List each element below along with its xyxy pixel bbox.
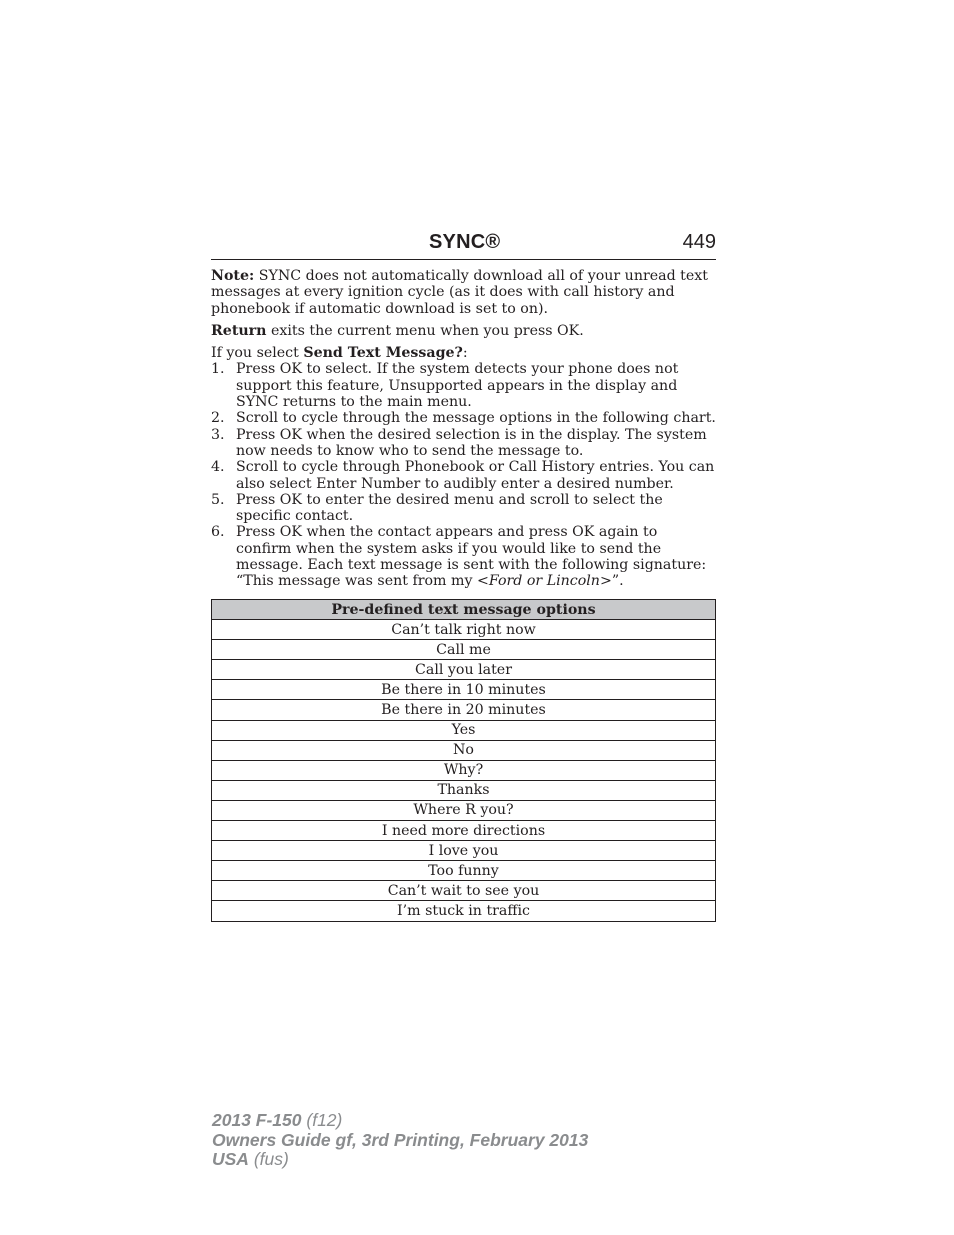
- step-text-after: ”.: [611, 573, 624, 590]
- table-cell: Can’t talk right now: [212, 620, 716, 640]
- footer-market-code: (fus): [248, 1149, 289, 1170]
- message-options-table: [211, 599, 716, 922]
- table-cell: Be there in 10 minutes: [212, 680, 716, 700]
- footer-line-model: [212, 1111, 588, 1131]
- step-number: 6.: [211, 524, 225, 541]
- step-text: Scroll to cycle through Phonebook or Call History entries. You can also select Enter Number to audibly enter a desired number.: [236, 459, 715, 492]
- return-paragraph: [211, 323, 716, 339]
- page-footer: [212, 1111, 588, 1170]
- step-text: Press OK to enter the desired menu and scroll to select the specific contact.: [236, 491, 663, 525]
- step-item: [211, 459, 716, 492]
- send-intro-label: Send Text Message?: [303, 345, 463, 362]
- step-number: 4.: [211, 459, 225, 476]
- send-intro: [211, 345, 716, 361]
- table-row: [212, 881, 716, 901]
- step-number: 1.: [211, 361, 225, 378]
- step-item: [211, 410, 716, 426]
- step-text-italic: <Ford or Lincoln>: [476, 573, 612, 590]
- table-row: [212, 700, 716, 720]
- note-text: SYNC does not automatically download all of your unread text messages at every ignition cycle (as it does with call history and phonebook if automatic download is set to on).: [211, 268, 708, 317]
- steps-list: [211, 361, 716, 589]
- note-label: Note:: [211, 268, 255, 284]
- table-cell: Be there in 20 minutes: [212, 700, 716, 720]
- footer-line-guide: [212, 1131, 588, 1151]
- step-text: Press OK to select. If the system detects your phone does not support this feature, Unsupported appears in the display and SYNC returns to the main menu.: [236, 361, 679, 411]
- table-row: [212, 660, 716, 680]
- table-cell: I’m stuck in traffic: [212, 901, 716, 921]
- table-cell: I love you: [212, 841, 716, 861]
- table-cell: Thanks: [212, 780, 716, 800]
- table-header-row: [212, 600, 716, 620]
- table-row: [212, 901, 716, 921]
- table-cell: Why?: [212, 760, 716, 780]
- step-text-before: Press OK when the contact appears and press OK again to confirm when the system asks if you would like to send the message. Each text message is sent with the following signature: “This message was sent from my: [236, 524, 707, 590]
- step-item: [211, 492, 716, 525]
- table-row: [212, 740, 716, 760]
- table-row: [212, 760, 716, 780]
- footer-guide: Owners Guide gf, 3rd Printing, February 2013: [212, 1129, 589, 1150]
- send-intro-prefix: If you select: [211, 345, 304, 362]
- footer-line-market: [212, 1150, 588, 1170]
- page-title: SYNC®: [429, 231, 501, 253]
- footer-market: USA: [212, 1149, 249, 1170]
- note-paragraph: [211, 268, 716, 317]
- table-cell: Call me: [212, 640, 716, 660]
- footer-model: 2013 F-150: [212, 1110, 302, 1130]
- table-row: [212, 720, 716, 740]
- page-number: 449: [682, 231, 716, 253]
- footer-model-code: (f12): [301, 1110, 343, 1130]
- step-number: 2.: [211, 410, 225, 427]
- page-header: [211, 229, 716, 260]
- send-intro-suffix: :: [462, 345, 468, 362]
- table-cell: Where R you?: [212, 800, 716, 820]
- table-row: [212, 821, 716, 841]
- table-cell: Call you later: [212, 660, 716, 680]
- step-text: Press OK when the desired selection is in the display. The system now needs to know who to send the message to.: [236, 426, 707, 459]
- step-item: [211, 427, 716, 460]
- table-header: Pre-defined text message options: [212, 600, 716, 620]
- table-row: [212, 680, 716, 700]
- table-row: [212, 861, 716, 881]
- step-number: 3.: [211, 426, 225, 443]
- table-cell: Can’t wait to see you: [212, 881, 716, 901]
- table-cell: No: [212, 740, 716, 760]
- table-cell: Yes: [212, 720, 716, 740]
- step-text: Scroll to cycle through the message options in the following chart.: [236, 410, 716, 427]
- return-text: exits the current menu when you press OK.: [266, 322, 584, 339]
- step-text: [236, 524, 716, 589]
- table-row: [212, 620, 716, 640]
- table-row: [212, 780, 716, 800]
- body-text: [211, 268, 716, 590]
- step-item: [211, 524, 716, 589]
- step-number: 5.: [211, 491, 225, 508]
- step-item: [211, 361, 716, 410]
- return-label: Return: [211, 322, 267, 339]
- table-row: [212, 841, 716, 861]
- table-cell: Too funny: [212, 861, 716, 881]
- table-row: [212, 640, 716, 660]
- table-row: [212, 800, 716, 820]
- table-cell: I need more directions: [212, 821, 716, 841]
